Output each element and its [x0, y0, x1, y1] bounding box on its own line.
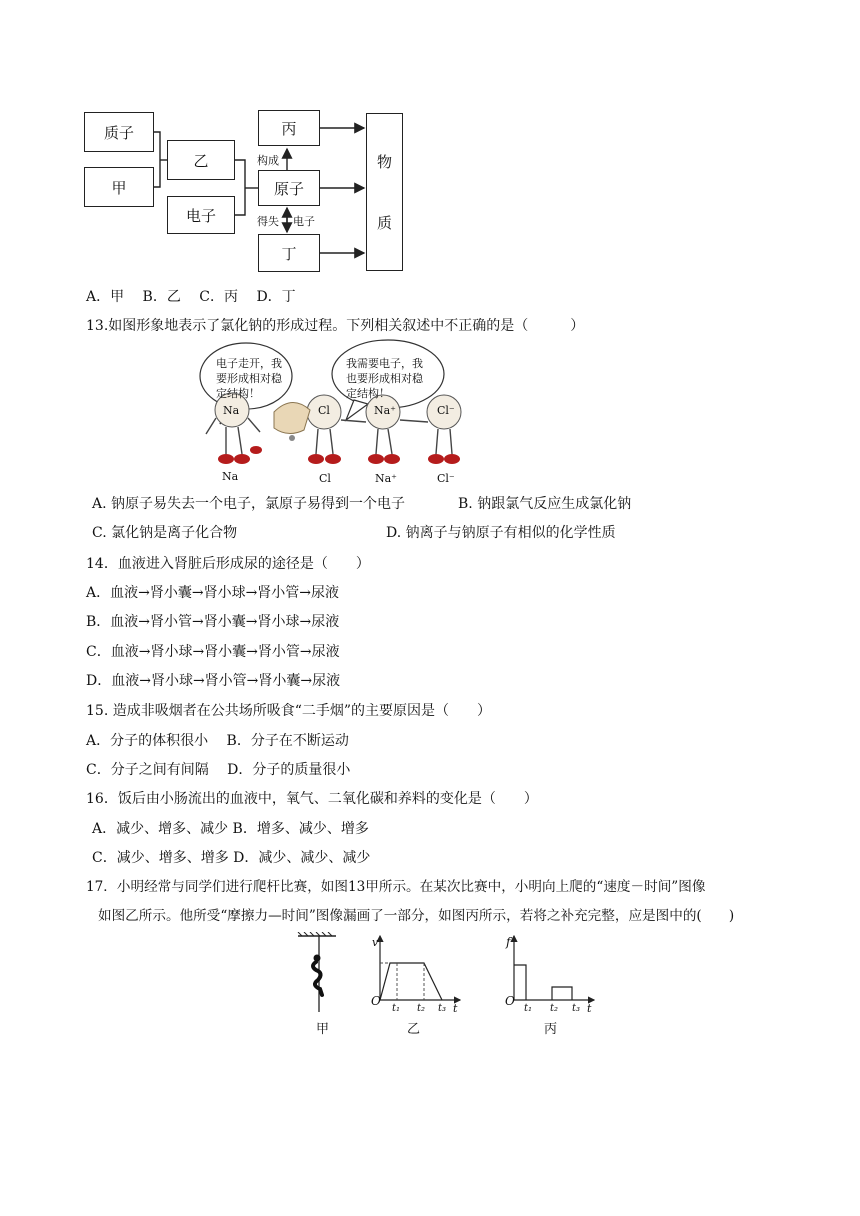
bing-t3: t₃ [572, 1003, 581, 1014]
bing-t2: t₂ [550, 1003, 559, 1014]
q16-options-ab: A．减少、增多、减少 B．增多、减少、增多 [92, 821, 369, 837]
head-cl-ion: Cl⁻ [437, 404, 455, 417]
bing-t1: t₁ [524, 1003, 533, 1014]
figure-jia-climber [296, 932, 340, 1014]
box-yi: 乙 [167, 140, 235, 180]
box-ding: 丁 [258, 234, 320, 272]
q14-option-d: D．血液→肾小球→肾小管→肾小囊→尿液 [86, 673, 341, 689]
matter-char-2: 质 [376, 214, 392, 232]
yi-t1: t₁ [392, 1003, 401, 1014]
head-cl: Cl [318, 404, 330, 417]
bubble-right-text: 我需要电子，我 也要形成相对稳 定结构！ [346, 357, 423, 400]
gain-lose-label: 得失 [257, 215, 279, 228]
q17-line-2: 如图乙所示。他所受“摩擦力—时间”图像漏画了一部分，如图丙所示，若将之补充完整，应是图中的( ) [98, 908, 735, 924]
figure-yi-label: 乙 [407, 1022, 421, 1037]
bubble-left-text: 电子走开，我 要形成相对稳 定结构！ [216, 357, 282, 400]
q16-stem: 16．饭后由小肠流出的血液中，氧气、二氧化碳和养料的变化是（ ） [86, 791, 538, 807]
label-cl: Cl [319, 472, 331, 485]
box-proton: 质子 [84, 112, 154, 152]
figure-yi-velocity-graph [366, 932, 466, 1018]
yi-t2: t₂ [417, 1003, 426, 1014]
yi-axis-t: t [453, 1002, 458, 1015]
q15-options-ab: A．分子的体积很小 B．分子在不断运动 [86, 733, 349, 749]
figure-jia-label: 甲 [316, 1022, 330, 1037]
q12-options: A．甲 B．乙 C．丙 D．丁 [86, 289, 296, 305]
head-na-ion: Na⁺ [374, 404, 396, 417]
q14-option-b: B．血液→肾小管→肾小囊→肾小球→尿液 [86, 614, 340, 630]
q14-option-c: C．血液→肾小球→肾小囊→肾小管→尿液 [86, 644, 340, 660]
q13-option-c: C. 氯化钠是离子化合物 [92, 525, 238, 541]
q13-option-d: D. 钠离子与钠原子有相似的化学性质 [386, 525, 616, 541]
matter-char-1: 物 [376, 153, 392, 171]
box-electron: 电子 [167, 196, 235, 234]
bing-axis-t: t [587, 1002, 592, 1015]
q15-options-cd: C．分子之间有间隔 D．分子的质量很小 [86, 762, 351, 778]
q14-stem: 14．血液进入肾脏后形成尿的途径是（ ） [86, 556, 370, 572]
yi-t3: t₃ [438, 1003, 447, 1014]
q13-stem: 13.如图形象地表示了氯化钠的形成过程。下列相关叙述中不正确的是（ ） [86, 318, 585, 334]
box-bing: 丙 [258, 110, 320, 146]
q16-options-cd: C．减少、增多、增多 D．减少、减少、减少 [92, 850, 371, 866]
compose-label: 构成 [257, 154, 279, 167]
yi-axis-v: v [372, 936, 379, 949]
label-cl-ion: Cl⁻ [437, 472, 455, 485]
q13-option-a: A. 钠原子易失去一个电子，氯原子易得到一个电子 [92, 496, 406, 512]
q15-stem: 15. 造成非吸烟者在公共场所吸食“二手烟”的主要原因是（ ） [86, 703, 492, 719]
yi-origin: O [371, 994, 381, 1008]
q13-option-b: B. 钠跟氯气反应生成氯化钠 [458, 496, 632, 512]
diagram-connectors [0, 0, 420, 290]
q14-option-a: A．血液→肾小囊→肾小球→肾小管→尿液 [86, 585, 340, 601]
box-atom: 原子 [258, 170, 320, 206]
label-na-ion: Na⁺ [375, 472, 397, 485]
q17-line-1: 17．小明经常与同学们进行爬杆比赛，如图13甲所示。在某次比赛中，小明向上爬的“速度－时间”图像 [86, 879, 706, 895]
head-na: Na [223, 404, 240, 417]
bing-axis-f: f [506, 935, 511, 949]
box-jia: 甲 [84, 167, 154, 207]
electron-transfer-label: 电子 [293, 215, 315, 228]
label-na: Na [222, 470, 239, 483]
bing-origin: O [505, 994, 515, 1008]
figure-bing-label: 丙 [544, 1022, 558, 1037]
